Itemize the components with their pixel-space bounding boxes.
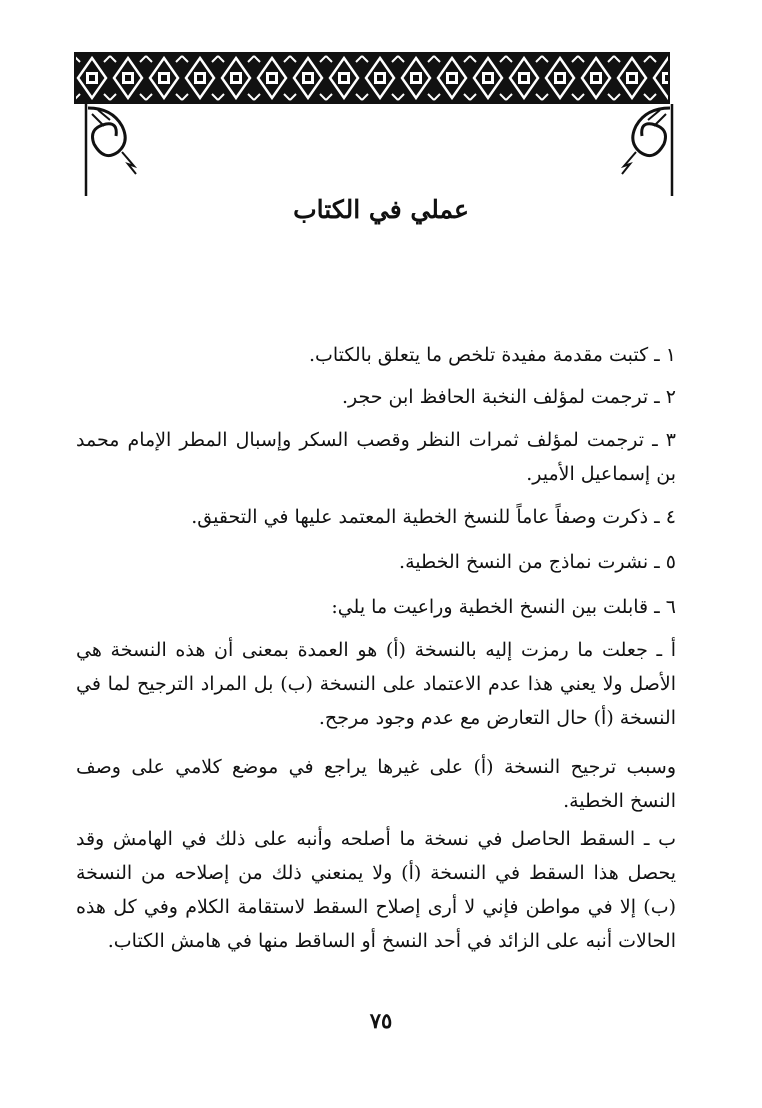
page-number: ٧٥: [369, 1008, 393, 1033]
list-item: ٤ ـ ذكرت وصفاً عاماً للنسخ الخطية المعتمد عليها في التحقيق.: [191, 506, 676, 528]
body-paragraph: ب ـ السقط الحاصل في نسخة ما أصلحه وأنبه على ذلك في الهامش وقد يحصل هذا السقط في النسخة (أ) ولا يمنعني ذلك من إصلاحه من النسخة (ب) إلا في مواطن فإني لا أرى إصلاح السقط لاستقامة الكلام وفي كل هذه الحالات أنبه على الزائد في أحد النسخ أو الساقط منها في هامش الكتاب.: [76, 828, 676, 952]
body-paragraph: أ ـ جعلت ما رمزت إليه بالنسخة (أ) هو العمدة بمعنى أن هذه النسخة هي الأصل ولا يعني هذا عدم الاعتماد على النسخة (ب) بل المراد الترجيح لما في النسخة (أ) حال التعارض مع عدم وجود مرجح.: [76, 639, 676, 729]
corner-ornament-left: [82, 104, 146, 196]
list-item: ٣ ـ ترجمت لمؤلف ثمرات النظر وقصب السكر وإسبال المطر الإمام محمد بن إسماعيل الأمير.: [76, 429, 676, 485]
list-item: ١ ـ كتبت مقدمة مفيدة تلخص ما يتعلق بالكتاب.: [308, 344, 676, 366]
corner-ornament-right: [612, 104, 676, 196]
body-paragraph: وسبب ترجيح النسخة (أ) على غيرها يراجع في موضع كلامي على وصف النسخ الخطية.: [76, 756, 676, 812]
list-item: ٢ ـ ترجمت لمؤلف النخبة الحافظ ابن حجر.: [341, 386, 676, 408]
list-item: ٦ ـ قابلت بين النسخ الخطية وراعيت ما يلي:: [331, 596, 676, 618]
list-item: ٥ ـ نشرت نماذج من النسخ الخطية.: [399, 551, 676, 573]
ornamental-border-band: [74, 52, 670, 104]
page-title: عملي في الكتاب: [293, 195, 469, 224]
